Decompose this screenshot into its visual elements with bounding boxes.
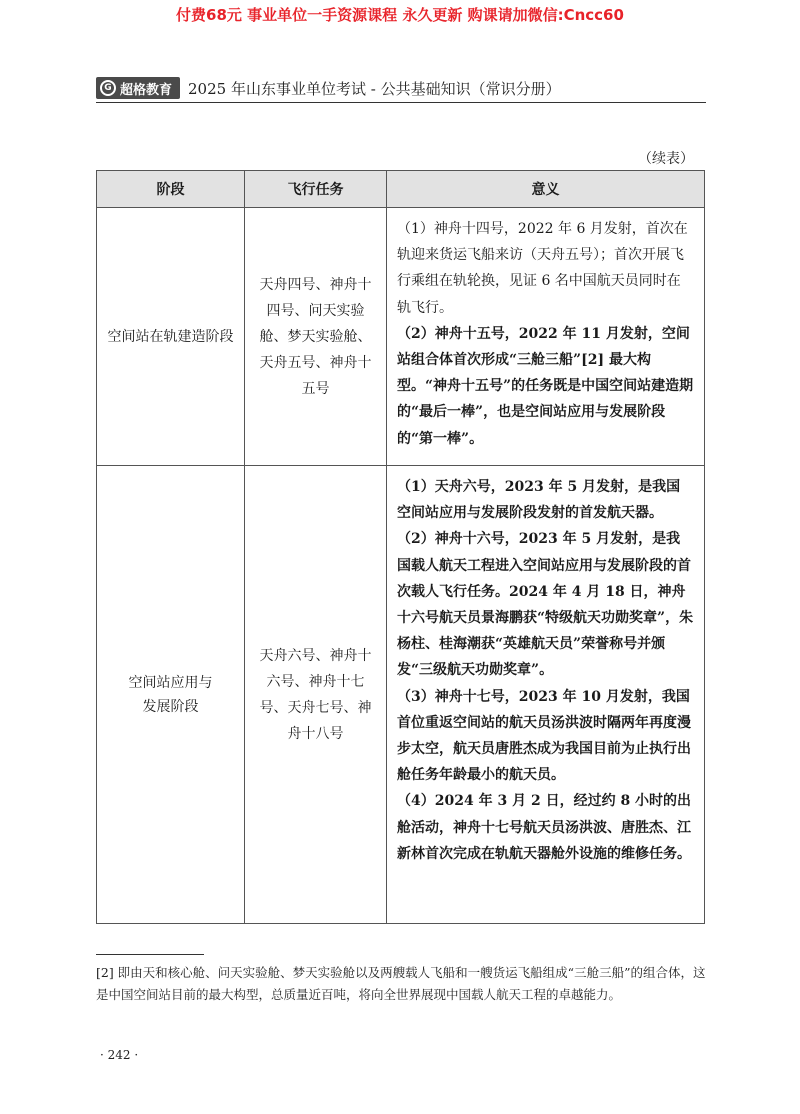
stage-cell [97, 466, 245, 924]
significance-cell [387, 466, 705, 924]
table-header-row [97, 171, 705, 208]
point-label: （2） [397, 531, 435, 548]
point-label: （4） [397, 793, 435, 810]
header-missions: 飞行任务 [245, 171, 387, 208]
header-title: 2025 年山东事业单位考试 - 公共基础知识（常识分册） [188, 79, 561, 98]
point-text: 神舟十七号，2023 年 10 月发射，我国首位重返空间站的航天员汤洪波时隔两年再度漫步太空，航天员唐胜杰成为我国目前为止执行出舱任务年龄最小的航天员。 [397, 688, 691, 784]
missions-cell: 天舟四号、神舟十四号、问天实验舱、梦天实验舱、天舟五号、神舟十五号 [245, 208, 387, 466]
logo-text: 超格教育 [120, 82, 173, 98]
stage-cell: 空间站在轨建造阶段 [97, 208, 245, 466]
footnote-divider [96, 954, 204, 955]
point-text: 天舟六号，2023 年 5 月发射，是我国空间站应用与发展阶段发射的首发航天器。 [397, 479, 681, 522]
point-label: （1） [397, 479, 435, 495]
significance-point [397, 321, 694, 452]
table-row [97, 208, 705, 466]
table-row [97, 466, 705, 924]
significance-point [397, 788, 694, 867]
stage-line: 发展阶段 [142, 698, 199, 715]
missions-cell: 天舟六号、神舟十六号、神舟十七号、天舟七号、神舟十八号 [245, 466, 387, 924]
point-text: 神舟十四号，2022 年 6 月发射，首次在轨迎来货运飞船来访（天舟五号）；首次开展飞行乘组在轨轮换，见证 6 名中国航天员同时在轨飞行。 [397, 221, 688, 316]
header-significance: 意义 [387, 171, 705, 208]
point-label: （3） [397, 688, 435, 705]
page-header [96, 76, 706, 100]
significance-cell [387, 208, 705, 466]
footnote: [2] 即由天和核心舱、问天实验舱、梦天实验舱以及两艘载人飞船和一艘货运飞船组成“三舱三船”的组合体，这是中国空间站目前的最大构型，总质量近百吨，将向全世界展现中国载人航天工程的卓越能力。 [96, 965, 706, 1002]
point-text: 神舟十六号，2023 年 5 月发射，是我国载人航天工程进入空间站应用与发展阶段的首次载人飞行任务。2024 年 4 月 18 日，神舟十六号航天员景海鹏获“特级航天功勋奖章”，朱杨柱、桂海潮获“英雄航天员”荣誉称号并颁发“三级航天功勋奖章”。 [397, 531, 694, 679]
significance-point [397, 684, 694, 789]
point-text: 2024 年 3 月 2 日，经过约 8 小时的出舱活动，神舟十七号航天员汤洪波、唐胜杰、江新林首次完成在轨航天器舱外设施的维修任务。 [397, 793, 692, 862]
publisher-logo [96, 77, 180, 99]
significance-point [397, 216, 694, 321]
continued-label: （续表） [638, 151, 694, 167]
point-label: （2） [397, 325, 435, 342]
watermark-banner: 付费68元 事业单位一手资源课程 永久更新 购课请加微信:Cncc60 [176, 6, 624, 24]
logo-icon: G [100, 80, 116, 96]
point-text: 神舟十五号，2022 年 11 月发射，空间站组合体首次形成“三舱三船”[2] 最大构型。“神舟十五号”的任务既是中国空间站建造期的“最后一棒”，也是空间站应用与发展阶段的“第一棒”。 [397, 325, 694, 447]
page-number: · 242 · [100, 1048, 139, 1062]
stage-line: 空间站应用与 [128, 674, 213, 691]
point-label: （1） [397, 221, 434, 237]
header-divider [96, 102, 706, 103]
header-stage: 阶段 [97, 171, 245, 208]
significance-point [397, 474, 694, 526]
space-station-table [96, 170, 705, 924]
significance-point [397, 526, 694, 683]
